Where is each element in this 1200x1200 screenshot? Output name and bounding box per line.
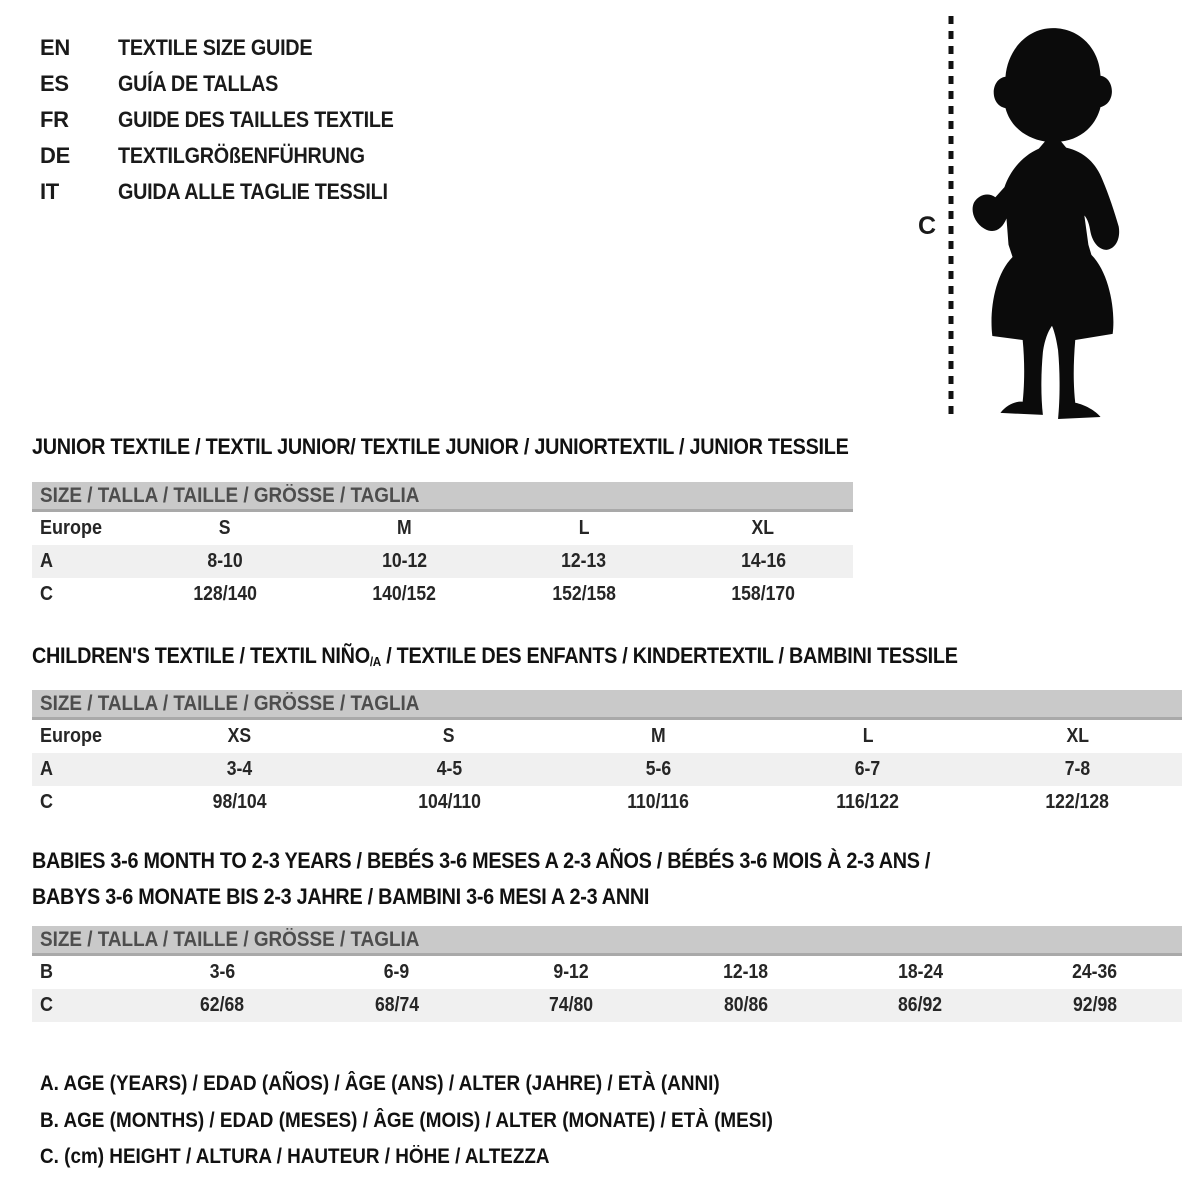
language-title-list bbox=[40, 30, 424, 210]
children-section-title bbox=[32, 643, 1060, 669]
language-title: TEXTILE SIZE GUIDE bbox=[118, 35, 313, 60]
table-cell: L bbox=[862, 725, 874, 747]
table-cell: 10-12 bbox=[381, 550, 427, 572]
language-code: EN bbox=[40, 35, 70, 60]
table-cell: M bbox=[651, 725, 666, 747]
table-cell: 158/170 bbox=[731, 583, 796, 605]
table-cell: 4-5 bbox=[436, 758, 462, 780]
baby-silhouette-shape bbox=[973, 28, 1120, 419]
table-cell: 86/92 bbox=[898, 994, 943, 1016]
row-label: Europe bbox=[40, 517, 103, 539]
table-cell: XS bbox=[227, 725, 252, 747]
table-cell: 80/86 bbox=[723, 994, 768, 1016]
junior-size-header-bar bbox=[32, 482, 853, 512]
babies-size-table bbox=[32, 926, 1182, 1022]
language-code: IT bbox=[40, 179, 59, 204]
language-row-it bbox=[40, 174, 424, 210]
language-code: FR bbox=[40, 107, 69, 132]
language-row-fr bbox=[40, 102, 424, 138]
row-label: B bbox=[40, 961, 54, 983]
language-row-en bbox=[40, 30, 424, 66]
junior-size-table bbox=[32, 482, 853, 611]
table-cell: 92/98 bbox=[1072, 994, 1117, 1016]
legend-line-a: A. AGE (YEARS) / EDAD (AÑOS) / ÂGE (ANS) / ALTER (JAHRE) / ETÀ (ANNI) bbox=[40, 1072, 720, 1095]
height-dashed-line bbox=[948, 16, 954, 418]
table-cell: 3-6 bbox=[209, 961, 235, 983]
dashed-line-graphic bbox=[948, 16, 954, 418]
table-cell: 68/74 bbox=[374, 994, 419, 1016]
table-cell: 104/110 bbox=[417, 791, 481, 813]
language-title: TEXTILGRÖßENFÜHRUNG bbox=[118, 143, 365, 168]
table-cell: S bbox=[443, 725, 455, 747]
language-row-es bbox=[40, 66, 424, 102]
language-code: DE bbox=[40, 143, 70, 168]
table-cell: 3-4 bbox=[226, 758, 253, 780]
table-cell: XL bbox=[752, 517, 775, 539]
junior-row-height bbox=[32, 578, 853, 611]
baby-silhouette-icon bbox=[962, 20, 1144, 420]
table-cell: 24-36 bbox=[1072, 961, 1118, 983]
table-cell: 116/122 bbox=[836, 791, 900, 813]
nino-a-subscript: /A bbox=[369, 654, 381, 669]
children-size-table bbox=[32, 690, 1182, 819]
row-label: A bbox=[40, 758, 54, 780]
babies-row-height bbox=[32, 989, 1182, 1022]
children-size-header-bar bbox=[32, 690, 1182, 720]
table-cell: 8-10 bbox=[207, 550, 243, 572]
babies-size-header-bar bbox=[32, 926, 1182, 956]
table-cell: 140/152 bbox=[372, 583, 437, 605]
language-code: ES bbox=[40, 71, 69, 96]
children-row-height bbox=[32, 786, 1182, 819]
children-section-title-text: CHILDREN'S TEXTILE / TEXTIL NIÑO/A / TEXTILE DES ENFANTS / KINDERTEXTIL / BAMBINI TESSILE bbox=[32, 643, 958, 669]
table-cell: M bbox=[396, 517, 412, 539]
row-label: C bbox=[40, 583, 54, 605]
size-header-text: SIZE / TALLA / TAILLE / GRÖSSE / TAGLIA bbox=[40, 692, 420, 715]
table-cell: 128/140 bbox=[192, 583, 257, 605]
table-cell: 62/68 bbox=[200, 994, 245, 1016]
height-measure-label: C bbox=[918, 212, 937, 240]
babies-row-months bbox=[32, 956, 1182, 989]
table-cell: L bbox=[578, 517, 590, 539]
table-cell: XL bbox=[1066, 725, 1089, 747]
size-header-text: SIZE / TALLA / TAILLE / GRÖSSE / TAGLIA bbox=[40, 928, 420, 951]
children-row-europe bbox=[32, 720, 1182, 753]
table-cell: 12-18 bbox=[723, 961, 769, 983]
table-cell: 6-7 bbox=[855, 758, 881, 780]
table-cell: S bbox=[218, 517, 231, 539]
table-cell: 74/80 bbox=[549, 994, 594, 1016]
junior-section-title bbox=[32, 434, 939, 460]
row-label: Europe bbox=[40, 725, 103, 747]
language-title: GUIDE DES TAILLES TEXTILE bbox=[118, 107, 394, 132]
table-cell: 14-16 bbox=[740, 550, 786, 572]
table-cell: 12-13 bbox=[561, 550, 607, 572]
junior-row-europe bbox=[32, 512, 853, 545]
babies-title-line1-text: BABIES 3-6 MONTH TO 2-3 YEARS / BEBÉS 3-6 MESES A 2-3 AÑOS / BÉBÉS 3-6 MOIS À 2-3 ANS / bbox=[32, 848, 931, 873]
babies-title-line2-text: BABYS 3-6 MONATE BIS 2-3 JAHRE / BAMBINI 3-6 MESI A 2-3 ANNI bbox=[32, 884, 650, 909]
language-title: GUÍA DE TALLAS bbox=[118, 71, 279, 96]
table-cell: 9-12 bbox=[553, 961, 589, 983]
row-label: A bbox=[40, 550, 54, 572]
table-cell: 110/116 bbox=[627, 791, 690, 813]
children-row-age bbox=[32, 753, 1182, 786]
junior-section-title-text: JUNIOR TEXTILE / TEXTIL JUNIOR/ TEXTILE JUNIOR / JUNIORTEXTIL / JUNIOR TESSILE bbox=[32, 434, 849, 459]
legend-line-b: B. AGE (MONTHS) / EDAD (MESES) / ÂGE (MOIS) / ALTER (MONATE) / ETÀ (MESI) bbox=[40, 1109, 773, 1132]
table-cell: 7-8 bbox=[1064, 758, 1091, 780]
babies-section-title-line2 bbox=[32, 884, 718, 910]
language-row-de bbox=[40, 138, 424, 174]
table-cell: 98/104 bbox=[212, 791, 267, 813]
table-cell: 5-6 bbox=[645, 758, 672, 780]
row-label: C bbox=[40, 994, 54, 1016]
language-title: GUIDA ALLE TAGLIE TESSILI bbox=[118, 179, 388, 204]
legend-line-c: C. (cm) HEIGHT / ALTURA / HAUTEUR / HÖHE / ALTEZZA bbox=[40, 1145, 550, 1168]
junior-row-age bbox=[32, 545, 853, 578]
size-header-text: SIZE / TALLA / TAILLE / GRÖSSE / TAGLIA bbox=[40, 484, 420, 507]
table-cell: 18-24 bbox=[897, 961, 943, 983]
table-cell: 6-9 bbox=[384, 961, 410, 983]
babies-section-title-line1 bbox=[32, 848, 1030, 874]
table-cell: 152/158 bbox=[551, 583, 616, 605]
row-label: C bbox=[40, 791, 54, 813]
table-cell: 122/128 bbox=[1045, 791, 1110, 813]
